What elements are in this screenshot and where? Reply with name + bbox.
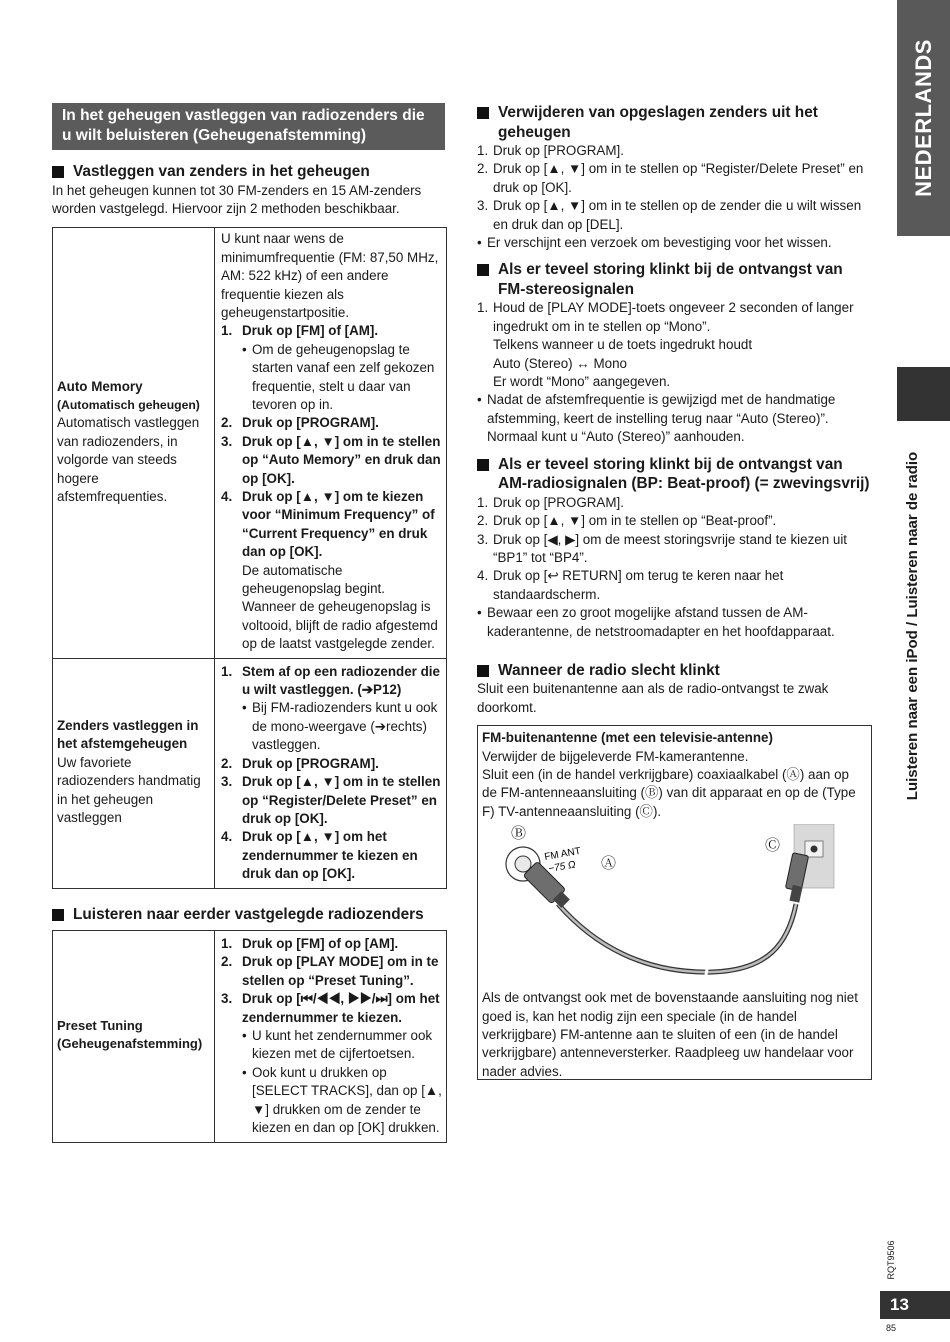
delete-heading-text: Verwijderen van opgeslagen zenders uit het geheugen [498, 104, 818, 141]
am-noise-note: • Bewaar een zo groot mogelijke afstand tussen de AM-kaderantenne, de netstroomadapter en het hoofdapparaat. [477, 604, 872, 641]
sub-page-number: 85 [886, 1323, 897, 1333]
manual-memory-desc: Uw favoriete radiozenders handmatig in het geheugen vastleggen [57, 754, 201, 825]
step-text: Druk op [↩ RETURN] om terug te keren naar het standaardscherm. [493, 568, 784, 602]
section-title-label: Luisteren naar een iPod / Luisteren naar de radio [903, 451, 921, 801]
step-number: 3. [477, 198, 489, 214]
preset-tuning-subtitle: (Geheugenafstemming) [57, 1036, 203, 1052]
fm-noise-heading [477, 260, 872, 299]
step-number: 2. [477, 161, 489, 177]
step-text: Druk op [PROGRAM]. [493, 494, 624, 510]
step-number: 1. [477, 494, 489, 510]
step-text: Druk op [▲, ▼] om in te stellen op “Register/Delete Preset” en druk op [OK]. [242, 774, 441, 826]
step-number: 3. [221, 991, 233, 1007]
fm-noise-heading-text: Als er teveel storing klinkt bij de ontvangst van FM-stereosignalen [498, 261, 843, 298]
bad-reception-heading [477, 661, 872, 681]
step-text: Druk op [FM] of [AM]. [242, 323, 379, 339]
step-number: 2. [477, 513, 489, 529]
step-text: Druk op [PLAY MODE] om in te stellen op “Preset Tuning”. [242, 954, 439, 988]
step-number: 2. [221, 954, 233, 970]
ohm-label: −75 Ω [547, 859, 577, 876]
fm-ant-label: FM ANT [543, 846, 582, 864]
delete-heading [477, 103, 872, 142]
step-text: Druk op [▲, ▼] om in te stellen op “Auto Memory” en druk dan op [OK]. [242, 433, 441, 486]
fm-antenna-title: FM-buitenantenne (met een televisie-antenne) [482, 730, 773, 746]
step-text: Druk op [▲, ▼] om in te stellen op “Beat-proof”. [493, 513, 777, 529]
preset-step-3-bullet-1: • U kunt het zendernummer ook kiezen met de cijfertoetsen. [242, 1027, 442, 1064]
language-tab [897, 0, 950, 236]
page-number: 13 [880, 1291, 950, 1319]
fm-antenna-line-1: Verwijder de bijgeleverde FM-kamerantenne. [482, 748, 749, 764]
am-noise-heading-text: Als er teveel storing klinkt bij de ontvangst van AM-radiosignalen (BP: Beat-proof) (= zwevingsvrij) [498, 455, 870, 493]
fm-antenna-after-text: Als de ontvangst ook met de bovenstaande aansluiting nog niet goed is, kan het nodig zijn een speciale (in de handel verkrijgbare) FM-antenne aan te sluiten of een (in de handel verkrijgbare) antenneversterker. Raadpleeg uw handelaar voor nader advies. [482, 990, 858, 1079]
square-bullet-icon [477, 459, 489, 471]
step-text: Druk op [PROGRAM]. [242, 415, 379, 431]
step-text: Druk op [PROGRAM]. [242, 755, 379, 771]
auto-step-1 [221, 322, 442, 340]
step-number: 1. [221, 323, 233, 339]
store-stations-heading [52, 162, 447, 182]
step-text: Druk op [▲, ▼] om in te stellen op de zender die u wilt wissen en druk dan op [DEL]. [493, 198, 862, 232]
document-code-label: RQT9506 [885, 1240, 896, 1280]
preset-tuning-row [52, 930, 447, 1142]
am-noise-step-3 [477, 531, 872, 568]
bad-reception-heading-text: Wanneer de radio slecht klinkt [498, 661, 720, 679]
fm-antenna-box [477, 725, 872, 1080]
auto-step-4 [221, 488, 442, 562]
preset-listen-heading [52, 905, 447, 925]
language-label: NEDERLANDS [910, 39, 936, 197]
section-marker [897, 367, 950, 421]
step-text: Druk op [▲, ▼] om het zendernummer te kiezen en druk dan op [OK]. [242, 829, 418, 882]
right-column [477, 103, 872, 1080]
delete-step-3 [477, 197, 872, 234]
auto-step-2 [221, 414, 442, 432]
manual-memory-title: Zenders vastleggen in het afstemgeheugen [57, 717, 199, 752]
step-number: 1. [477, 300, 489, 316]
fm-noise-note-2: Normaal kunt u “Auto (Stereo)” aanhouden. [487, 429, 745, 445]
step-number: 4. [477, 568, 489, 584]
step-number: 3. [221, 774, 233, 790]
fm-noise-step-1-detail [477, 336, 872, 391]
step-number: 4. [221, 489, 233, 504]
manual-memory-label-cell [53, 659, 215, 888]
auto-step-4-text: De automatische geheugenopslag begint. Wanneer de geheugenopslag is voltooid, blijft de radio afgestemd op de laatst vastgelegde zender. [242, 562, 438, 652]
manual-step-1-bullet: • Bij FM-radiozenders kunt u ook de mono-weergave (➔rechts) vastleggen. [242, 699, 442, 754]
step-text: Druk op [▲, ▼] om in te stellen op “Register/Delete Preset” en druk op [OK]. [493, 161, 864, 195]
manual-step-4 [221, 828, 442, 883]
left-column [52, 103, 447, 1143]
store-stations-intro: In het geheugen kunnen tot 30 FM-zenders en 15 AM-zenders worden vastgelegd. Hiervoor zijn 2 methoden beschikbaar. [52, 182, 422, 216]
label-c: Ⓒ [765, 836, 781, 855]
square-bullet-icon [477, 264, 489, 276]
step-number: 3. [221, 433, 233, 449]
fm-noise-line-3: Er wordt “Mono” aangegeven. [493, 374, 671, 390]
am-noise-heading [477, 455, 872, 494]
store-stations-heading-text: Vastleggen van zenders in het geheugen [73, 163, 370, 180]
manual-memory-steps-cell [215, 659, 446, 888]
fm-noise-line-2: Auto (Stereo) ↔ Mono [493, 355, 627, 371]
square-bullet-icon [52, 909, 64, 921]
document-code [884, 1235, 898, 1285]
fm-noise-step-1 [477, 299, 872, 336]
auto-step-1-bullet: • Om de geheugenopslag te starten vanaf een zelf gekozen frequentie, stelt u daar van tevoren op in. [242, 341, 442, 415]
label-a: Ⓐ [601, 854, 617, 873]
step-number: 1. [477, 143, 489, 158]
step-text: Druk op [FM] of op [AM]. [242, 936, 399, 952]
delete-step-1 [477, 142, 872, 160]
section-banner: In het geheugen vastleggen van radiozenders die u wilt beluisteren (Geheugenafstemming) [52, 103, 445, 150]
manual-memory-row [52, 659, 447, 889]
step-text: Druk op [PROGRAM]. [493, 143, 624, 158]
fm-noise-line-1: Telkens wanneer u de toets ingedrukt houdt [493, 337, 753, 353]
am-noise-step-2 [477, 512, 872, 530]
manual-step-3 [221, 773, 442, 828]
auto-memory-title: Auto Memory [57, 378, 143, 394]
auto-step-3 [221, 433, 442, 488]
preset-step-3 [221, 990, 442, 1027]
auto-memory-row [52, 227, 447, 658]
auto-memory-subtitle: (Automatisch geheugen) [57, 397, 200, 412]
auto-memory-note: U kunt naar wens de minimumfrequentie (FM: 87,50 MHz, AM: 522 kHz) of een andere frequentie kiezen als geheugenstartpositie. [221, 231, 439, 320]
bad-reception-text: Sluit een buitenantenne aan als de radio-ontvangst te zwak doorkomt. [477, 681, 829, 715]
preset-tuning-label-cell [53, 931, 215, 1141]
step-text: Druk op [⏮/◀◀, ▶▶/⏭] om het zendernummer te kiezen. [242, 991, 440, 1025]
step-number: 2. [221, 755, 233, 771]
preset-step-1 [221, 935, 442, 953]
section-title-vertical [903, 434, 921, 818]
step-text: Stem af op een radiozender die u wilt vastleggen. (➔P12) [242, 663, 440, 698]
preset-tuning-title: Preset Tuning [57, 1017, 143, 1033]
fm-noise-note: • Nadat de afstemfrequentie is gewijzigd met de handmatige afstemming, keert de instelling terug naar “Auto (Stereo)”. [477, 391, 872, 428]
step-number: 1. [221, 936, 233, 952]
step-number: 3. [477, 531, 489, 547]
square-bullet-icon [477, 665, 489, 677]
auto-memory-steps-cell [215, 228, 446, 657]
delete-step-2 [477, 160, 872, 197]
square-bullet-icon [477, 107, 489, 119]
preset-step-3-bullet-2: • Ook kunt u drukken op [SELECT TRACKS], dan op [▲, ▼] drukken om de zender te kiezen en dan op [OK] drukken. [242, 1064, 442, 1138]
step-text: Houd de [PLAY MODE]-toets ongeveer 2 seconden of langer ingedrukt om in te stellen op “Mono”. [493, 300, 854, 334]
preset-listen-heading-text: Luisteren naar eerder vastgelegde radiozenders [73, 905, 424, 923]
delete-note: • Er verschijnt een verzoek om bevestiging voor het wissen. [477, 234, 872, 252]
step-text: Druk op [◀, ▶] om de meest storingsvrije stand te kiezen uit “BP1” tot “BP4”. [493, 531, 848, 565]
label-b: Ⓑ [511, 824, 527, 843]
manual-step-1 [221, 663, 442, 700]
step-number: 4. [221, 829, 233, 845]
auto-memory-desc: Automatisch vastleggen van radiozenders, in volgorde van steeds hogere afstemfrequenties. [57, 415, 200, 504]
manual-step-2 [221, 755, 442, 773]
fm-antenna-line-2: Sluit een (in de handel verkrijgbare) coaxiaalkabel (Ⓐ) aan op de FM-antenneaansluiting (Ⓑ) van dit apparaat en op de (Type F) TV-antenneaansluiting (Ⓒ). [482, 767, 856, 819]
step-number: 2. [221, 415, 233, 431]
auto-memory-label-cell [53, 228, 215, 657]
step-text: Druk op [▲, ▼] om te kiezen voor “Minimum Frequency” of “Current Frequency” en druk dan op [OK]. [242, 489, 435, 560]
am-noise-step-1 [477, 494, 872, 512]
antenna-connection-diagram [483, 824, 868, 994]
step-number: 1. [221, 663, 233, 679]
square-bullet-icon [52, 166, 64, 178]
am-noise-step-4 [477, 567, 872, 604]
preset-step-2 [221, 953, 442, 990]
preset-tuning-steps-cell [215, 931, 446, 1141]
